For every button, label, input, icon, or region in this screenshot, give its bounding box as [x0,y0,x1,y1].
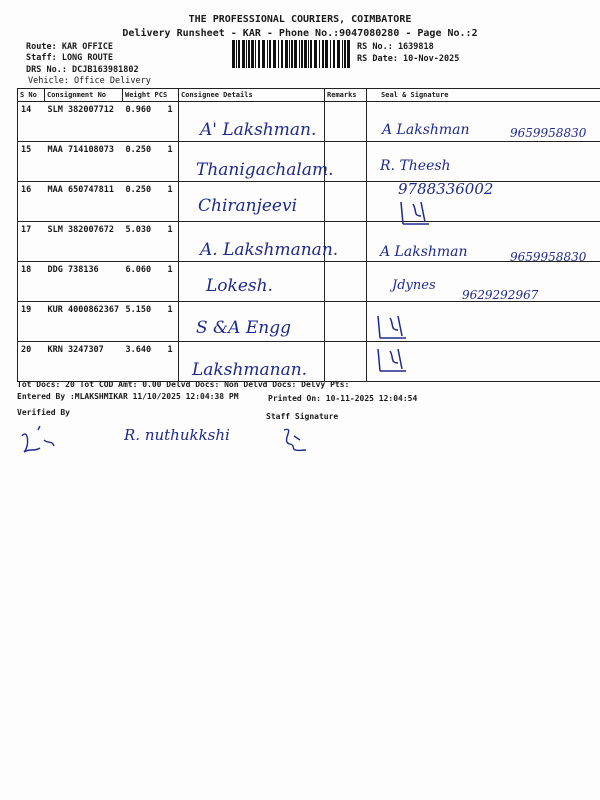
barcode-bar [242,40,245,68]
barcode-bar [308,40,309,68]
row-pcs: 1 [165,342,179,382]
barcode-bar [347,40,350,68]
row-remarks-cell [325,182,367,222]
handwritten-consignee: Thanigachalam. [196,160,334,180]
verified-by-label: Verified By [17,408,70,417]
row-sno: 14 [18,102,45,142]
barcode-bar [330,40,331,68]
row-sno: 16 [18,182,45,222]
col-header-seal: Seal & Signature [367,89,600,102]
row-sno: 15 [18,142,45,182]
row-consignment-no: MAA 650747811 [45,182,123,222]
row-weight: 3.640 [123,342,165,382]
row-weight: 0.960 [123,102,165,142]
col-header-weight-pcs [123,89,179,102]
route-label: Route: KAR OFFICE [26,42,113,52]
barcode-bar [262,40,265,68]
staff-label: Staff: LONG ROUTE [26,53,113,63]
table-row [18,182,600,222]
initials-signature [372,312,412,342]
barcode-bar [258,40,260,68]
row-weight: 6.060 [123,262,165,302]
staff-signature-mark [276,424,312,456]
totals-line: Tot Docs: 20 Tot COD Amt: 0.00 Delvd Docs: Non Delvd Docs: Delvy Pts: [17,380,350,389]
row-consignment-no: MAA 714108073 [45,142,123,182]
barcode-bar [255,40,256,68]
receiver-phone: 9629292967 [462,288,539,302]
row-remarks-cell [325,302,367,342]
row-remarks-cell [325,102,367,142]
col-header-consignee: Consignee Details [179,89,325,102]
barcode-bar [232,40,235,68]
table-header-row [18,89,600,102]
row-consignment-no: SLM 382007672 [45,222,123,262]
barcode-bar [267,40,268,68]
row-weight: 0.250 [123,182,165,222]
initials-signature [395,198,435,228]
rs-date: RS Date: 10-Nov-2025 [357,54,460,64]
row-sno: 17 [18,222,45,262]
barcode-bar [246,40,247,68]
row-consignment-no: KUR 4000862367 [45,302,123,342]
drs-number: DRS No.: DCJB163981802 [26,65,139,75]
row-remarks-cell [325,262,367,302]
receiver-phone: 9659958830 [510,250,587,264]
row-pcs: 1 [165,142,179,182]
row-consignment-no: SLM 382007712 [45,102,123,142]
row-sno: 20 [18,342,45,382]
handwritten-consignee: S &A Engg [196,318,291,338]
row-sno: 19 [18,302,45,342]
runsheet-subtitle: Delivery Runsheet - KAR - Phone No.:9047080280 - Page No.:2 [122,28,478,39]
barcode-bar [319,40,320,68]
row-pcs: 1 [165,102,179,142]
receiver-phone: 9659958830 [510,126,587,140]
barcode-bar [314,40,317,68]
company-title: THE PROFESSIONAL COURIERS, COIMBATORE [188,14,412,25]
verifier-initials-signature [18,422,58,460]
initials-signature [372,345,412,377]
col-header-remarks: Remarks [325,89,367,102]
row-sno: 18 [18,262,45,302]
barcode-bar [342,40,343,68]
col-header-weight: Weight [125,91,151,99]
barcode-bar [291,40,293,68]
barcode-bar [281,40,283,68]
barcode-bar [269,40,271,68]
handwritten-consignee: A' Lakshman. [200,120,317,140]
table-row [18,342,600,382]
receiver-signature: A Lakshman [382,122,470,138]
barcode-bar [304,40,307,68]
receiver-signature: R. Theesh [380,158,451,174]
barcode-bar [344,40,346,68]
col-header-sno: S No [18,89,45,102]
handwritten-consignee: Lakshmanan. [192,360,308,380]
barcode-bar [299,40,300,68]
barcode-bar [337,40,340,68]
receiver-signature: A Lakshman [380,244,468,260]
barcode-bar [294,40,297,68]
entered-by: Entered By :MLAKSHMIKAR 11/10/2025 12:04:38 PM [17,392,239,401]
row-weight: 5.030 [123,222,165,262]
row-pcs: 1 [165,262,179,302]
row-pcs: 1 [165,222,179,262]
barcode-bar [325,40,328,68]
row-consignment-no: KRN 3247307 [45,342,123,382]
barcode-bar [278,40,279,68]
barcode-bar [333,40,335,68]
barcode-bar [310,40,312,68]
handwritten-consignee: A. Lakshmanan. [200,240,339,260]
verifier-signature: R. nuthukkshi [124,426,230,444]
barcode-bar [289,40,290,68]
table-row [18,302,600,342]
col-header-consignment: Consignment No [45,89,123,102]
barcode-bar [301,40,303,68]
barcode-bar [285,40,288,68]
vehicle-label: Vehicle: Office Delivery [28,76,151,86]
staff-signature-label: Staff Signature [266,412,339,421]
row-weight: 5.150 [123,302,165,342]
barcode-bar [248,40,250,68]
barcode-bar [236,40,237,68]
barcode-bar [251,40,254,68]
receiver-signature: Jdynes [392,278,436,293]
barcode-image [232,40,352,68]
barcode-bar [322,40,324,68]
rs-number: RS No.: 1639818 [357,42,434,52]
receiver-phone: 9788336002 [398,180,494,198]
row-pcs: 1 [165,302,179,342]
handwritten-consignee: Chiranjeevi [198,196,298,216]
row-consignment-no: DDG 738136 [45,262,123,302]
col-header-pcs: PCS [154,91,168,99]
barcode-bar [273,40,276,68]
handwritten-consignee: Lokesh. [206,276,273,296]
row-pcs: 1 [165,182,179,222]
printed-on: Printed On: 10-11-2025 12:04:54 [268,394,418,403]
row-weight: 0.250 [123,142,165,182]
row-remarks-cell [325,342,367,382]
barcode-bar [238,40,240,68]
